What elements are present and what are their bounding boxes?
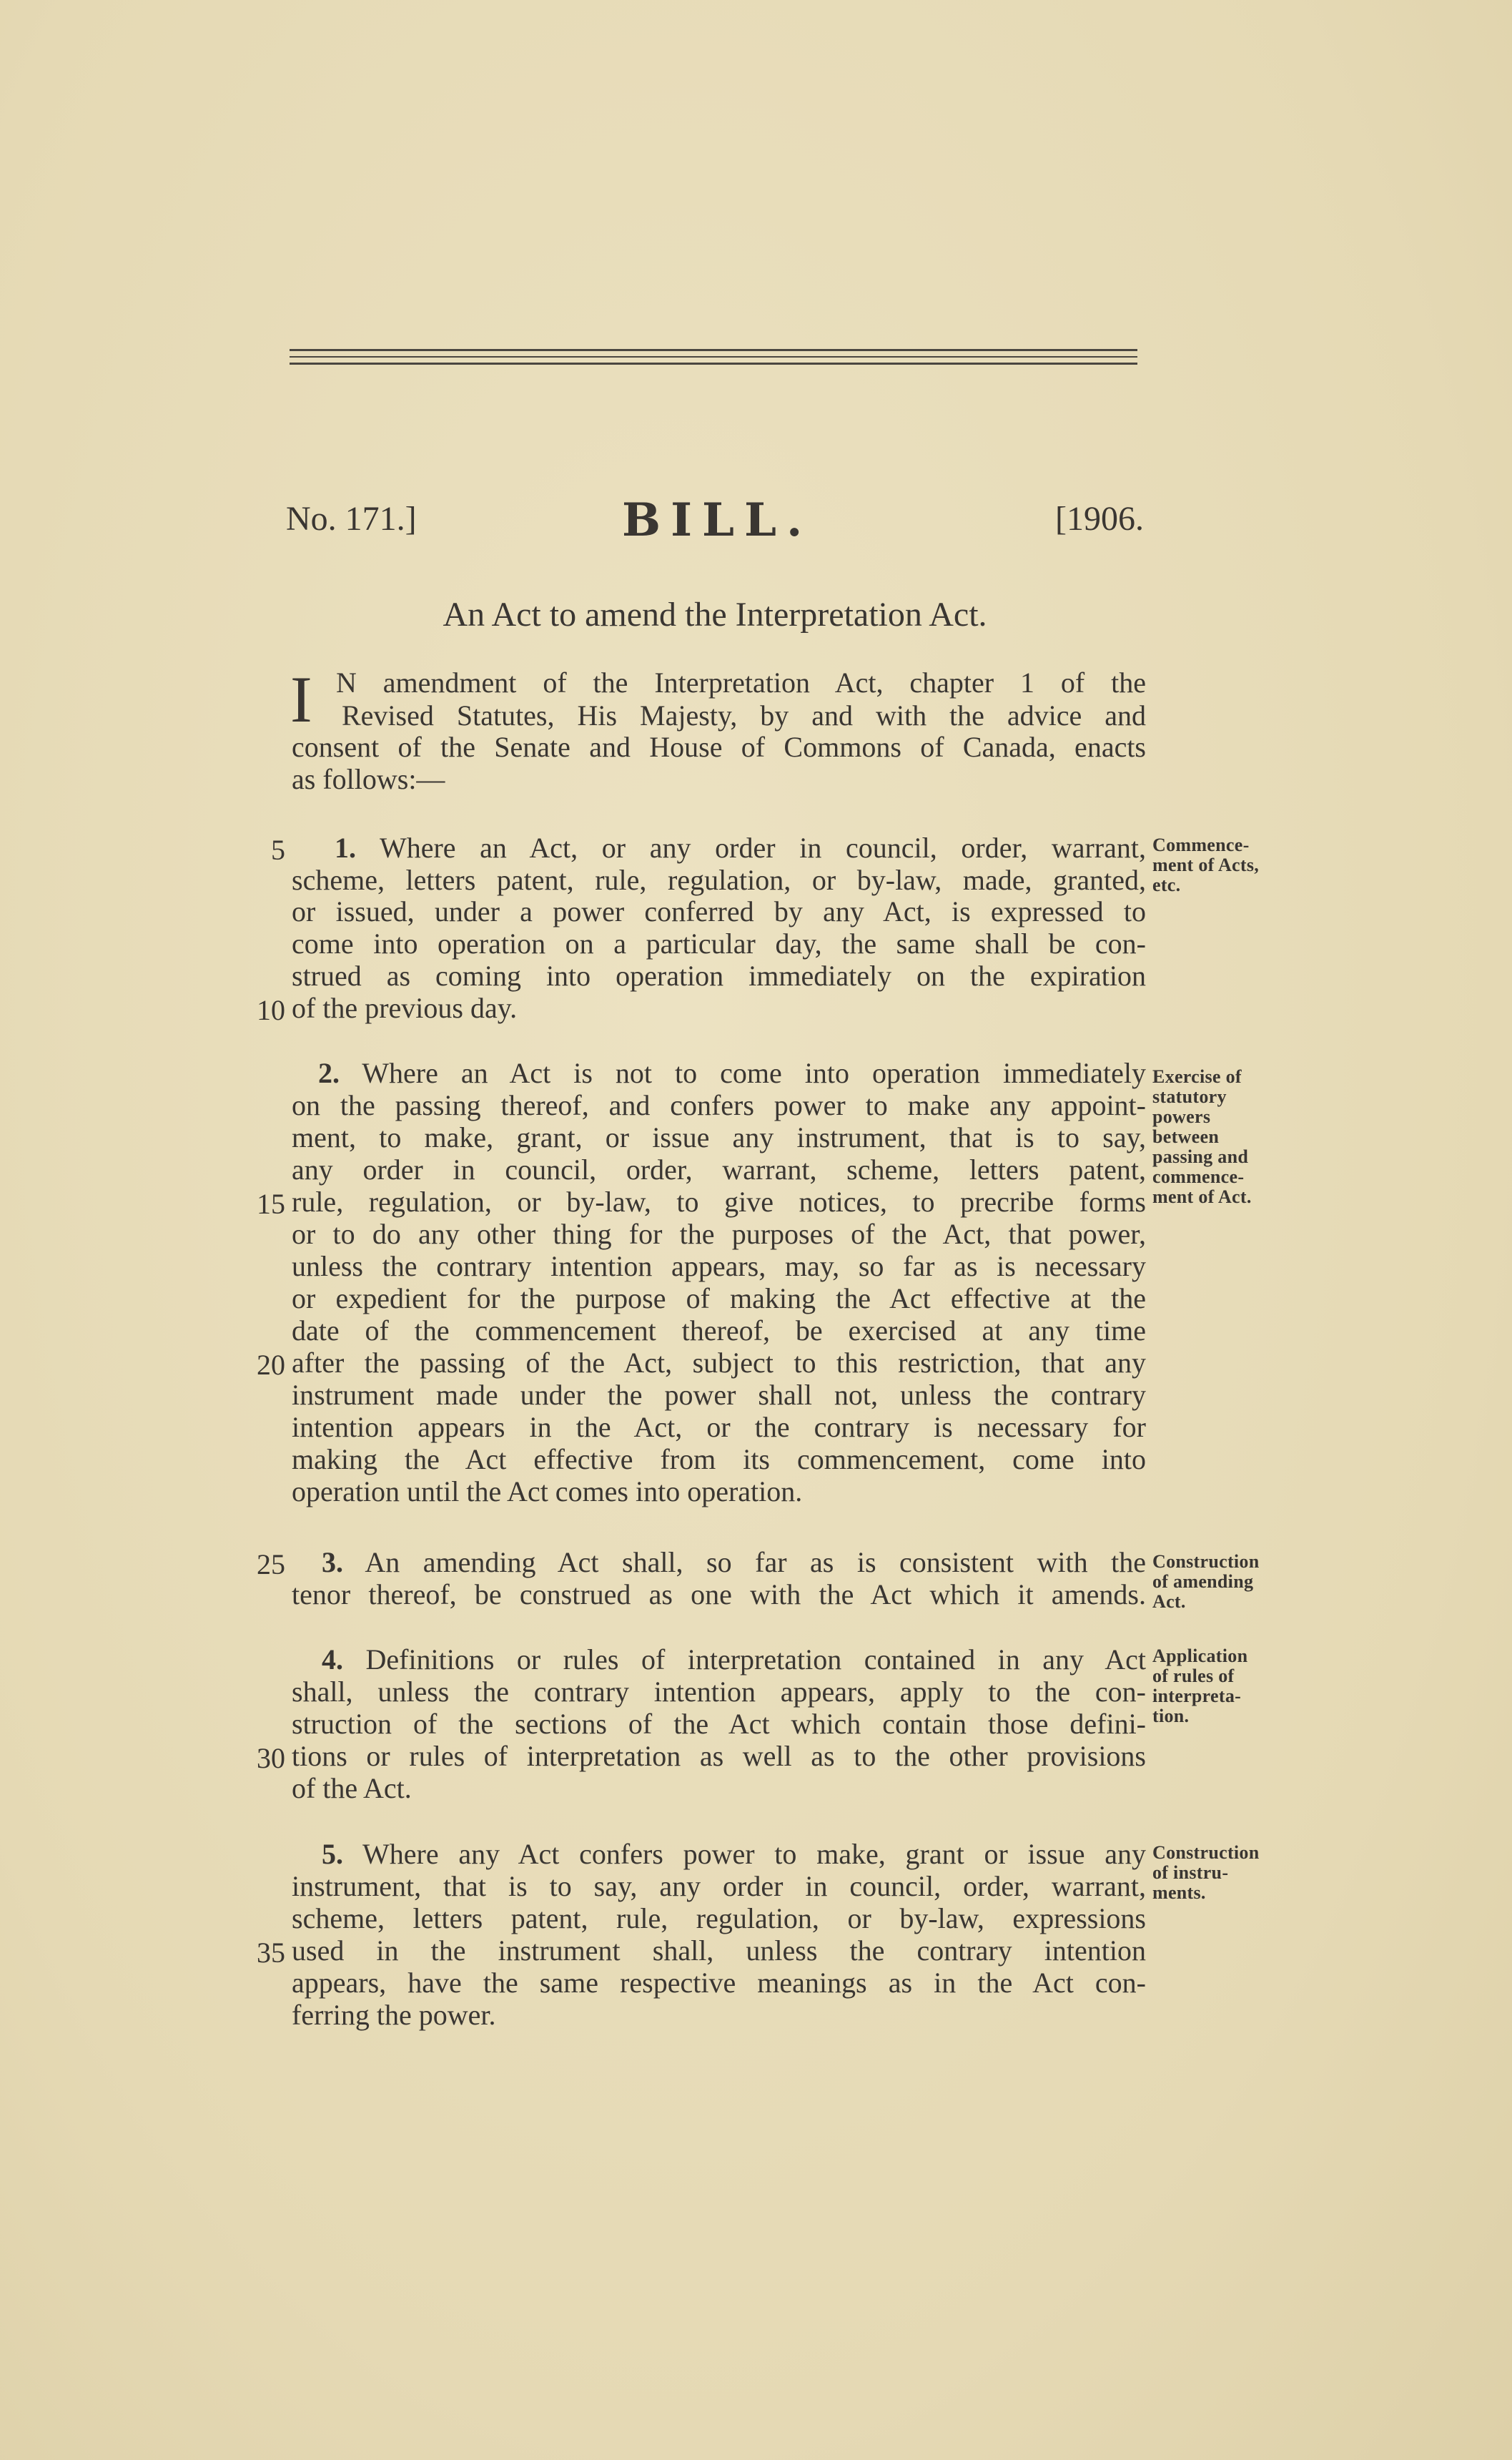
- section-line: date of the commencement thereof, be exercised at any time: [292, 1314, 1146, 1347]
- section-number: 1.: [335, 832, 356, 864]
- preamble-line: consent of the Senate and House of Commons of Canada, enacts: [292, 731, 1146, 763]
- section-line: or to do any other thing for the purposes of the Act, that power,: [292, 1218, 1146, 1250]
- section-line: instrument, that is to say, any order in council, order, warrant,: [292, 1870, 1146, 1902]
- act-title: An Act to amend the Interpretation Act.: [443, 596, 987, 634]
- section-line: of the Act.: [292, 1772, 412, 1804]
- section-line: come into operation on a particular day, the same shall be con-: [292, 928, 1146, 960]
- section-line: instrument made under the power shall not, unless the contrary: [292, 1379, 1146, 1411]
- section-line: or expedient for the purpose of making the Act effective at the: [292, 1282, 1146, 1314]
- line-number: 30: [257, 1742, 285, 1774]
- section-number: 4.: [322, 1643, 343, 1676]
- line-number: 15: [257, 1188, 285, 1220]
- section-line: after the passing of the Act, subject to this restriction, that any: [292, 1347, 1146, 1379]
- section-line: [322, 1839, 1146, 1870]
- line-number: 25: [257, 1548, 285, 1580]
- section-number: 2.: [318, 1057, 340, 1089]
- section-line: any order in council, order, warrant, scheme, letters patent,: [292, 1153, 1146, 1186]
- section-line: struction of the sections of the Act which contain those defini-: [292, 1708, 1146, 1740]
- drop-cap: I: [290, 663, 312, 736]
- section-line: tions or rules of interpretation as well as to the other provisions: [292, 1740, 1146, 1772]
- bill-year: [1906.: [1055, 500, 1144, 538]
- marginal-note: Exercise of statutory powers between passing and commence- ment of Act.: [1152, 1066, 1252, 1207]
- section-line: making the Act effective from its commencement, come into: [292, 1443, 1146, 1475]
- section-text: An amending Act shall, so far as is consistent with the: [365, 1546, 1147, 1578]
- section-text: Definitions or rules of interpretation contained in any Act: [365, 1643, 1147, 1676]
- bill-heading: BILL.: [622, 493, 813, 547]
- section-line: on the passing thereof, and confers power to make any appoint-: [292, 1089, 1146, 1121]
- bill-header: [286, 493, 1144, 551]
- marginal-note: Construction of amending Act.: [1152, 1551, 1260, 1612]
- preamble-line: Revised Statutes, His Majesty, by and with the advice and: [342, 699, 1146, 732]
- section-line: [322, 1547, 1146, 1578]
- section-line: or issued, under a power conferred by any Act, is expressed to: [292, 895, 1146, 928]
- marginal-note: Commence- ment of Acts, etc.: [1152, 835, 1260, 895]
- section-line: [318, 1058, 1146, 1089]
- section-text: Where an Act, or any order in council, order, warrant,: [379, 832, 1146, 864]
- section-line: used in the instrument shall, unless the contrary intention: [292, 1934, 1146, 1967]
- line-number: 20: [257, 1349, 285, 1381]
- line-number: 5: [271, 834, 285, 866]
- section-number: 3.: [322, 1546, 343, 1578]
- section-line: [335, 832, 1146, 864]
- top-rule-lower: [290, 363, 1137, 365]
- line-number: 10: [257, 994, 285, 1026]
- marginal-note: Construction of instru- ments.: [1152, 1842, 1260, 1903]
- section-line: [322, 1644, 1146, 1676]
- section-line: of the previous day.: [292, 992, 518, 1024]
- section-line: scheme, letters patent, rule, regulation, or by-law, made, granted,: [292, 864, 1146, 896]
- marginal-note: Application of rules of interpreta- tion.: [1152, 1645, 1248, 1726]
- section-line: shall, unless the contrary intention appears, apply to the con-: [292, 1676, 1146, 1708]
- bill-number: No. 171.]: [286, 500, 417, 538]
- top-rule: [290, 349, 1137, 351]
- section-line: intention appears in the Act, or the contrary is necessary for: [292, 1411, 1146, 1443]
- preamble-line: as follows:—: [292, 763, 445, 795]
- section-text: Where any Act confers power to make, grant or issue any: [362, 1838, 1147, 1870]
- section-line: tenor thereof, be construed as one with the Act which it amends.: [292, 1578, 1146, 1610]
- section-text: Where an Act is not to come into operation immediately: [362, 1057, 1146, 1089]
- section-number: 5.: [322, 1838, 343, 1870]
- section-line: ferring the power.: [292, 1999, 496, 2031]
- section-line: operation until the Act comes into operation.: [292, 1475, 803, 1507]
- section-line: appears, have the same respective meanings as in the Act con-: [292, 1967, 1146, 1999]
- line-number: 35: [257, 1937, 285, 1969]
- section-line: strued as coming into operation immediately on the expiration: [292, 960, 1146, 992]
- section-line: rule, regulation, or by-law, to give notices, to precribe forms: [292, 1186, 1146, 1218]
- top-rule-thin: [290, 356, 1137, 358]
- section-line: ment, to make, grant, or issue any instrument, that is to say,: [292, 1121, 1146, 1153]
- section-line: scheme, letters patent, rule, regulation, or by-law, expressions: [292, 1902, 1146, 1934]
- preamble-line: N amendment of the Interpretation Act, chapter 1 of the: [336, 666, 1146, 699]
- section-line: unless the contrary intention appears, may, so far as is necessary: [292, 1250, 1146, 1282]
